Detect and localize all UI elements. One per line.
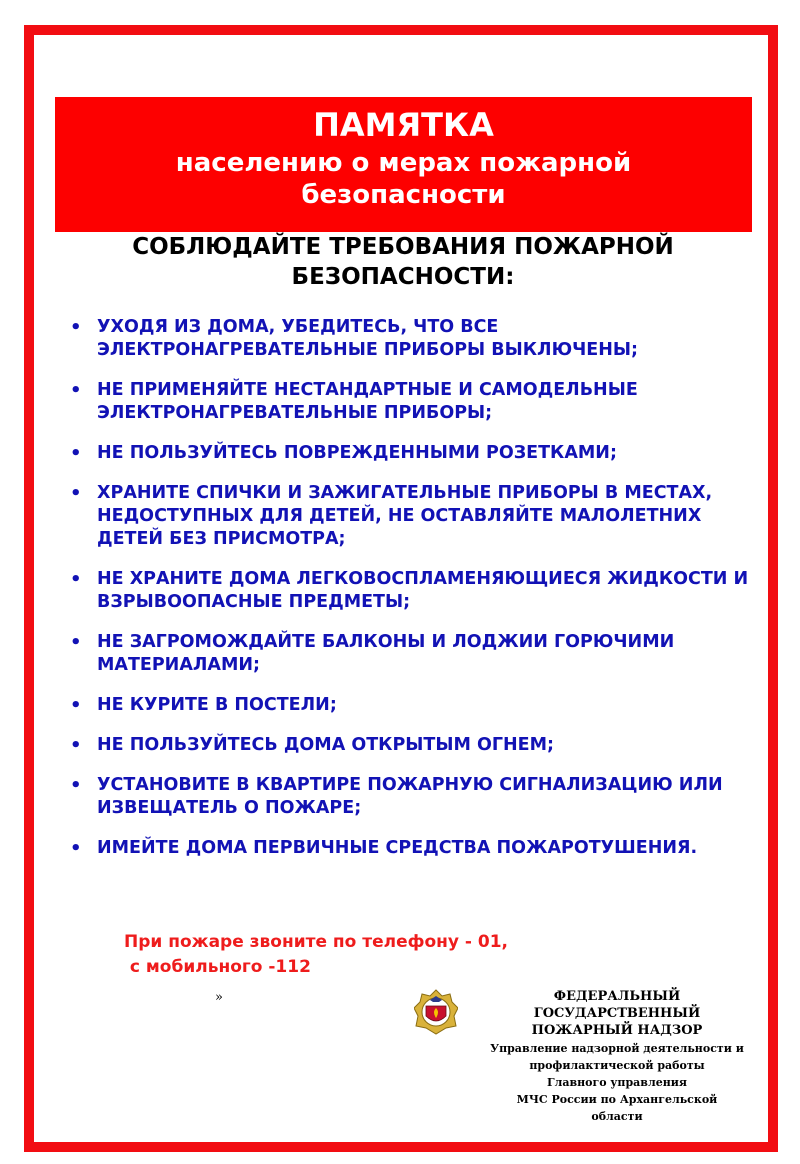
fire-service-emblem-icon — [414, 988, 458, 1036]
list-item — [64, 774, 764, 820]
rule-text: ХРАНИТЕ СПИЧКИ И ЗАЖИГАТЕЛЬНЫЕ ПРИБОРЫ В МЕСТАХ, НЕДОСТУПНЫХ ДЛЯ ДЕТЕЙ, НЕ ОСТАВЛЯЙТЕ МАЛОЛЕТНИХ ДЕТЕЙ БЕЗ ПРИСМОТРА; — [97, 483, 713, 549]
quote-mark: » — [215, 990, 223, 1005]
list-item — [64, 379, 764, 425]
emergency-phone-note — [124, 930, 508, 980]
bullet-icon: • — [70, 380, 82, 401]
list-item — [64, 442, 764, 465]
poster-title: ПАМЯТКА — [313, 106, 494, 144]
rule-text: НЕ ПРИМЕНЯЙТЕ НЕСТАНДАРТНЫЕ И САМОДЕЛЬНЫЕ ЭЛЕКТРОНАГРЕВАТЕЛЬНЫЕ ПРИБОРЫ; — [97, 380, 638, 423]
rules-heading-line-2: БЕЗОПАСНОСТИ: — [291, 264, 515, 290]
rule-text: НЕ КУРИТЕ В ПОСТЕЛИ; — [97, 695, 337, 715]
bullet-icon: • — [70, 735, 82, 756]
bullet-icon: • — [70, 775, 82, 796]
agency-name-line-1: ФЕДЕРАЛЬНЫЙ — [553, 989, 681, 1004]
agency-sub-line-3: Главного управления — [546, 1076, 688, 1089]
bullet-icon: • — [70, 632, 82, 653]
bullet-icon: • — [70, 838, 82, 859]
agency-signature — [478, 988, 756, 1124]
title-banner — [55, 97, 752, 232]
rule-text: НЕ ЗАГРОМОЖДАЙТЕ БАЛКОНЫ И ЛОДЖИИ ГОРЮЧИМИ МАТЕРИАЛАМИ; — [97, 632, 675, 675]
agency-sub-line-4: МЧС России по Архангельской — [516, 1093, 718, 1106]
list-item — [64, 694, 764, 717]
agency-name-line-2: ГОСУДАРСТВЕННЫЙ — [533, 1006, 701, 1021]
safety-rules-list — [64, 316, 764, 877]
rule-text: УСТАНОВИТЕ В КВАРТИРЕ ПОЖАРНУЮ СИГНАЛИЗАЦИЮ ИЛИ ИЗВЕЩАТЕЛЬ О ПОЖАРЕ; — [97, 775, 723, 818]
bullet-icon: • — [70, 569, 82, 590]
list-item — [64, 482, 764, 551]
agency-sub-line-2: профилактической работы — [529, 1059, 705, 1072]
rules-heading — [80, 232, 726, 292]
rule-text: УХОДЯ ИЗ ДОМА, УБЕДИТЕСЬ, ЧТО ВСЕ ЭЛЕКТРОНАГРЕВАТЕЛЬНЫЕ ПРИБОРЫ ВЫКЛЮЧЕНЫ; — [97, 317, 638, 360]
list-item — [64, 837, 764, 860]
bullet-icon: • — [70, 443, 82, 464]
bullet-icon: • — [70, 695, 82, 716]
agency-name-line-3: ПОЖАРНЫЙ НАДЗОР — [531, 1023, 703, 1038]
list-item — [64, 568, 764, 614]
list-item — [64, 734, 764, 757]
list-item — [64, 631, 764, 677]
phone-line-1: При пожаре звоните по телефону - 01, — [124, 932, 509, 952]
rules-heading-line-1: СОБЛЮДАЙТЕ ТРЕБОВАНИЯ ПОЖАРНОЙ — [132, 234, 674, 260]
rule-text: НЕ ПОЛЬЗУЙТЕСЬ ДОМА ОТКРЫТЫМ ОГНЕМ; — [97, 735, 555, 755]
rule-text: НЕ ПОЛЬЗУЙТЕСЬ ПОВРЕЖДЕННЫМИ РОЗЕТКАМИ; — [97, 443, 617, 463]
bullet-icon: • — [70, 483, 82, 504]
list-item — [64, 316, 764, 362]
bullet-icon: • — [70, 317, 82, 338]
phone-line-2: с мобильного -112 — [124, 957, 311, 977]
agency-sub-line-5: области — [591, 1110, 643, 1123]
agency-sub-line-1: Управление надзорной деятельности и — [490, 1042, 744, 1055]
rule-text: ИМЕЙТЕ ДОМА ПЕРВИЧНЫЕ СРЕДСТВА ПОЖАРОТУШЕНИЯ. — [97, 838, 698, 858]
poster-subtitle: населению о мерах пожарной безопасности — [175, 148, 632, 210]
rule-text: НЕ ХРАНИТЕ ДОМА ЛЕГКОВОСПЛАМЕНЯЮЩИЕСЯ ЖИДКОСТИ И ВЗРЫВООПАСНЫЕ ПРЕДМЕТЫ; — [97, 569, 749, 612]
